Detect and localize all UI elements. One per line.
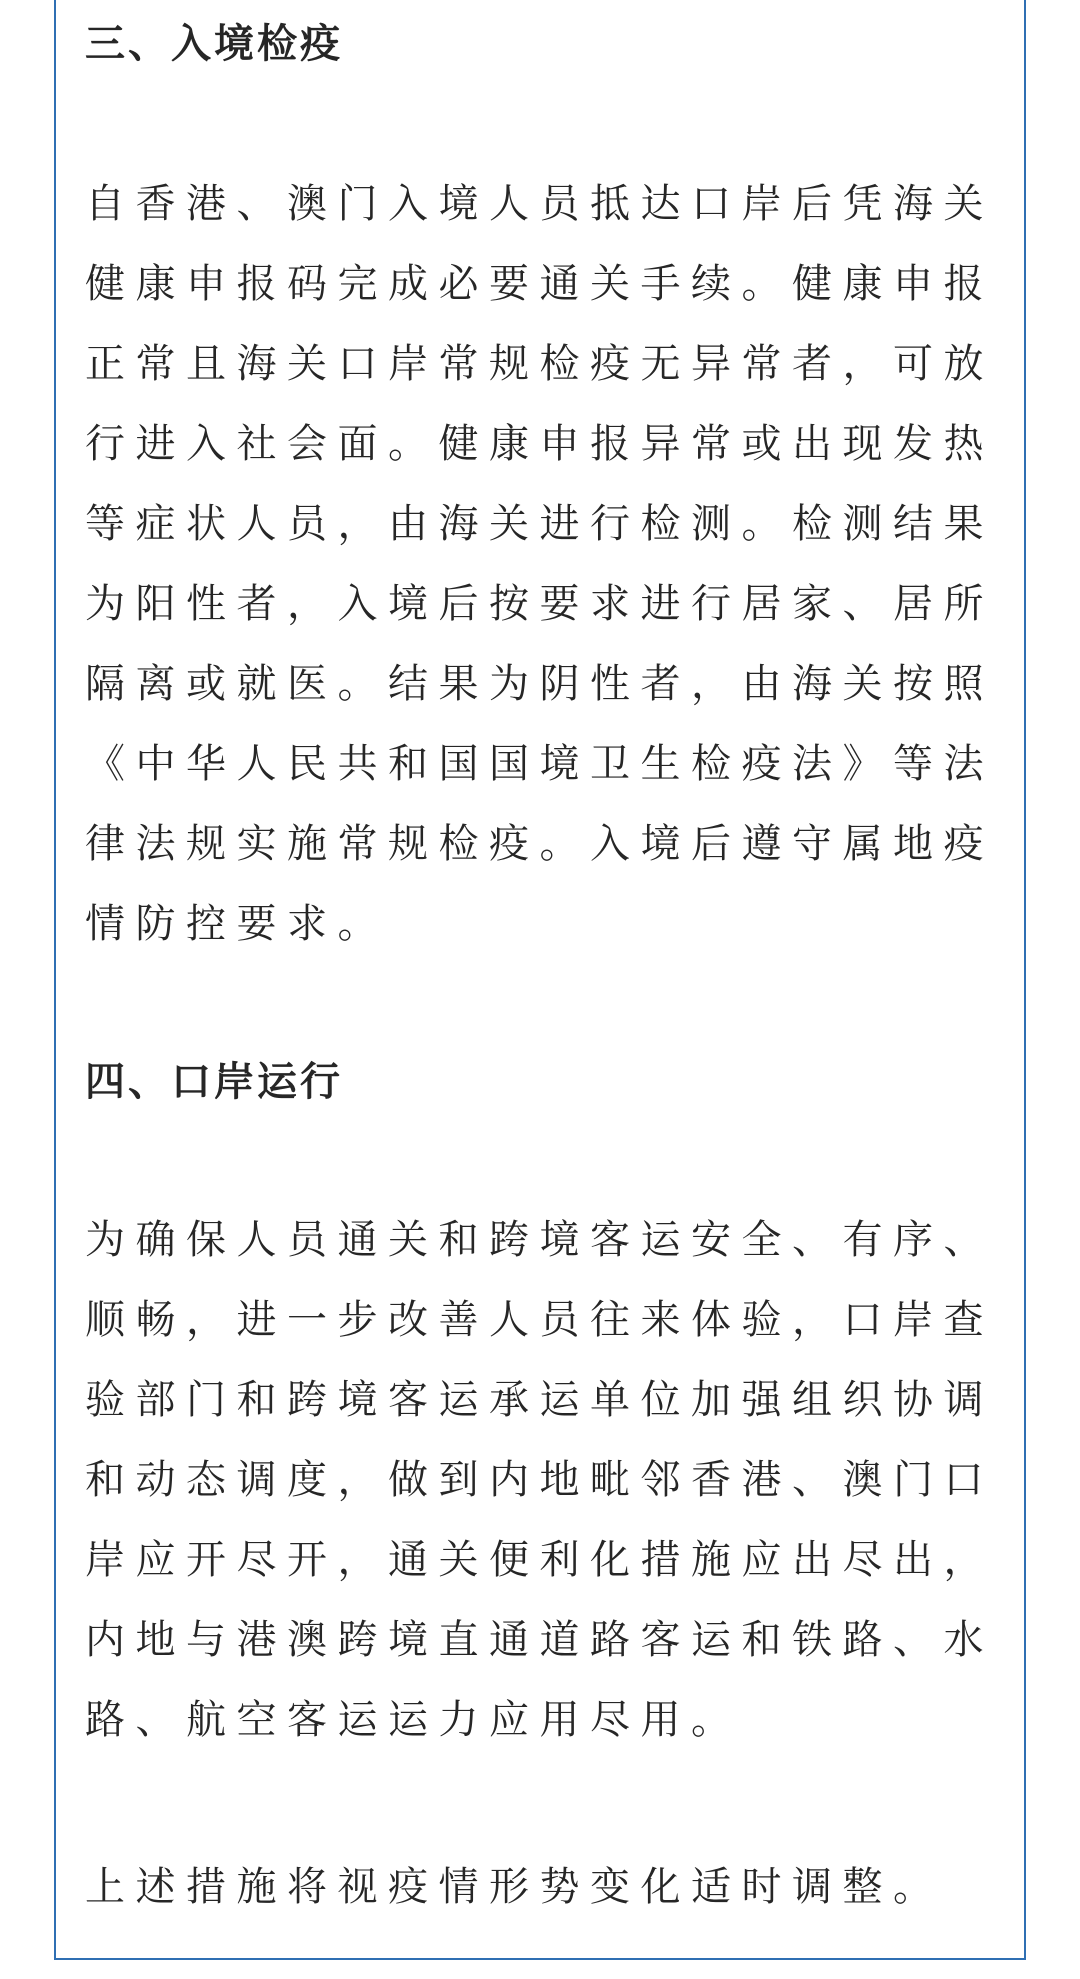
closing-paragraph <box>85 1847 995 1927</box>
paragraph-line: 隔离或就医。结果为阴性者，由海关按照 <box>85 661 994 707</box>
paragraph-line: 自香港、澳门入境人员抵达口岸后凭海关 <box>85 181 994 227</box>
paragraph-line: 健康申报码完成必要通关手续。健康申报 <box>85 261 994 307</box>
paragraph-line: 上述措施将视疫情形势变化适时调整。 <box>85 1864 944 1910</box>
paragraph-line: 路、航空客运运力应用尽用。 <box>85 1697 742 1743</box>
paragraph-line: 《中华人民共和国国境卫生检疫法》等法 <box>85 741 994 787</box>
paragraph-line: 为阳性者，入境后按要求进行居家、居所 <box>85 581 994 627</box>
paragraph-line: 验部门和跨境客运承运单位加强组织协调 <box>85 1377 994 1423</box>
section-paragraph-entry-quarantine <box>85 164 995 964</box>
paragraph-line: 情防控要求。 <box>85 901 388 947</box>
paragraph-line: 为确保人员通关和跨境客运安全、有序、 <box>85 1217 994 1263</box>
paragraph-line: 律法规实施常规检疫。入境后遵守属地疫 <box>85 821 994 867</box>
paragraph-line: 等症状人员，由海关进行检测。检测结果 <box>85 501 994 547</box>
paragraph-line: 和动态调度，做到内地毗邻香港、澳门口 <box>85 1457 994 1503</box>
section-heading-entry-quarantine: 三、入境检疫 <box>85 21 343 67</box>
paragraph-line: 岸应开尽开，通关便利化措施应出尽出， <box>85 1537 994 1583</box>
paragraph-line: 行进入社会面。健康申报异常或出现发热 <box>85 421 994 467</box>
paragraph-line: 顺畅，进一步改善人员往来体验，口岸查 <box>85 1297 994 1343</box>
paragraph-line: 正常且海关口岸常规检疫无异常者，可放 <box>85 341 994 387</box>
section-paragraph-port-operation <box>85 1200 995 1760</box>
section-heading-port-operation: 四、口岸运行 <box>85 1059 343 1105</box>
paragraph-line: 内地与港澳跨境直通道路客运和铁路、水 <box>85 1617 994 1663</box>
